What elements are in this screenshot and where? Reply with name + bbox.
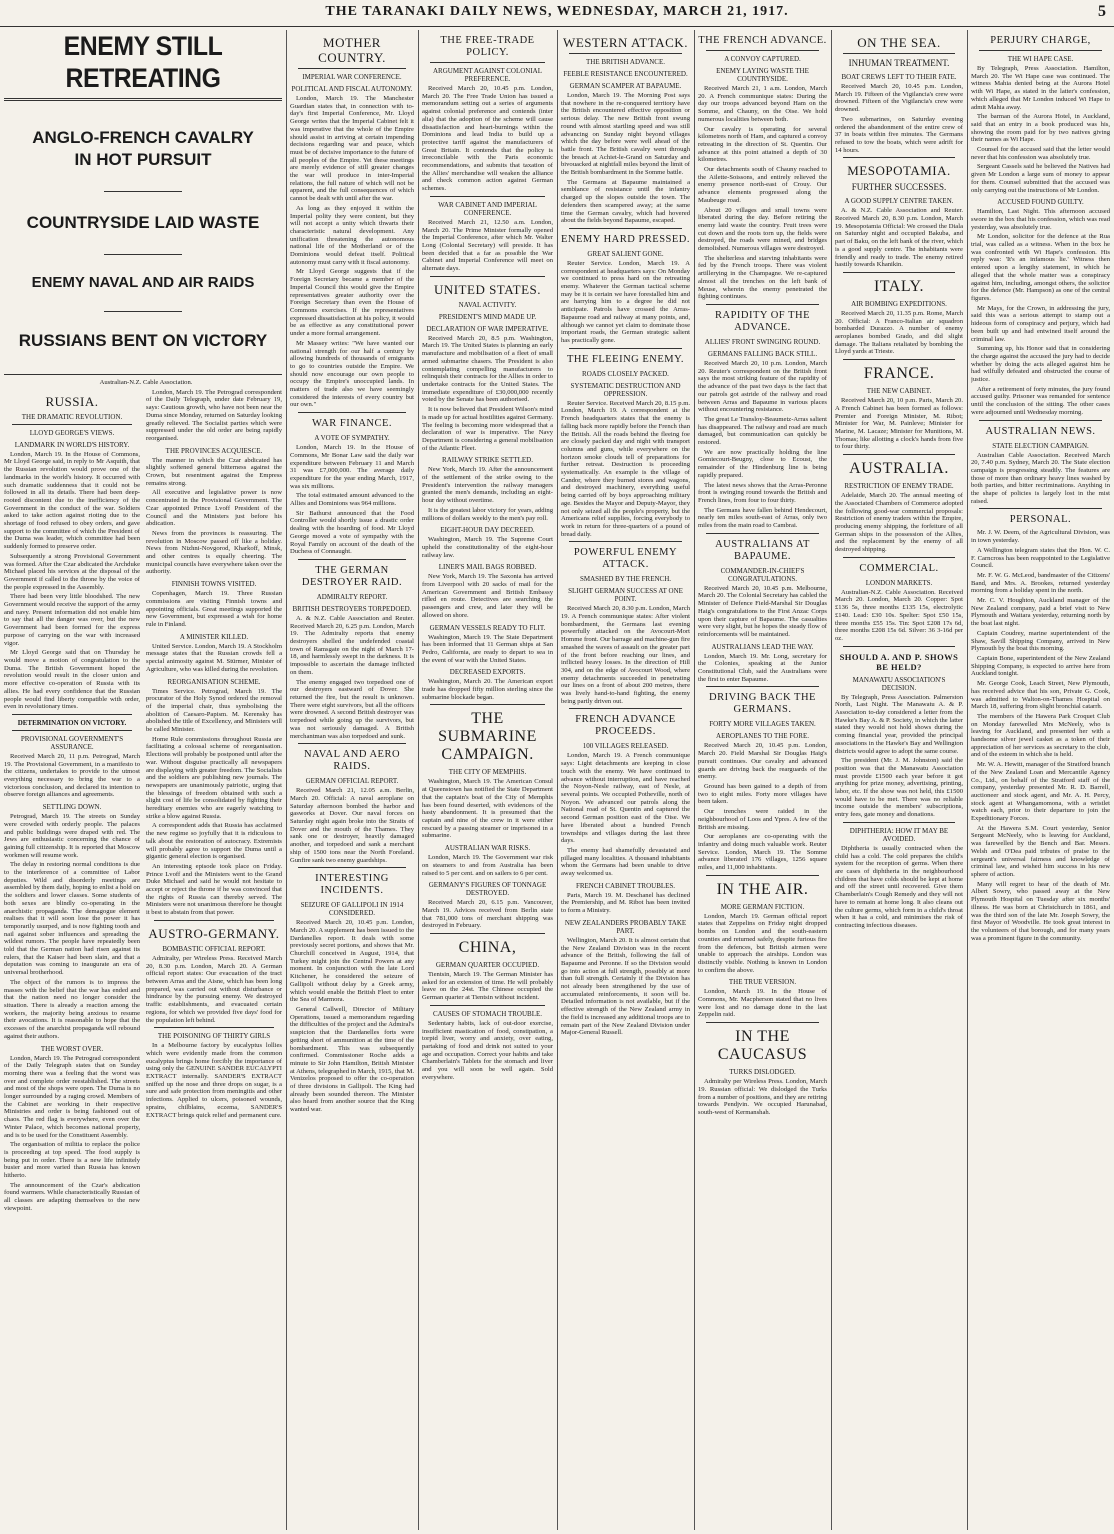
section-heading: THE FREE-TRADE POLICY. [440,35,535,58]
subheading: BOAT CREWS LEFT TO THEIR FATE. [841,73,957,81]
subheading: THE WORST OVER. [40,1044,104,1053]
section-heading: RAPIDITY OF THE ADVANCE. [714,309,810,333]
article-paragraph: Subsequently a strong Provisional Government was formed. After the Czar abdicated the Archduke Michael placed his services at the disposal of the Government if called to the throne by the voice of the people expressed in the Assembly. [4,552,140,591]
column-mother-country [290,30,414,1530]
column-on-the-sea [835,30,963,1530]
article-paragraph: Received March 20, 10.45 p.m. London, March 19. Fifteen of the Vigilancia's crew were drowned. Fifteen of the Vigilancia's crew were drowned. [835,83,963,114]
article-paragraph: Adelaide, March 20. The annual meeting of the Associated Chambers of Commerce adopted the following good-war commercial proposals: Restriction of enemy traders within the Empire, producing enemy shipping, the forfeiture of all German ships in the possession of the Allies, and the replacement by the enemy of all destroyed shipping. [835,492,963,554]
article-paragraph: The manner in which the Czar abdicated has slightly softened general bitterness against the Crown, but resentment against the Empress remains strong. [146,456,282,487]
subheading: SYSTEMATIC DESTRUCTION AND OPPRESSION. [570,381,681,398]
subheading: A GOOD SUPPLY CENTRE TAKEN. [844,197,954,206]
article-paragraph: Paris, March 19. M. Deschanel has declined the Premiership, and M. Ribot has been invited to form a Ministry. [561,891,690,915]
subheading: A CONVOY CAPTURED. [724,55,801,63]
article-paragraph: Times Service. Petrograd, March 19. The procurator of the Holy Synod ordered the removal of the imperial chair, thus symbolising the abolition of Caesaro-Papism. M. Kerensky has abolished the title of Excellency, and Ministers will be called Minister. [146,687,282,734]
subheading: ARGUMENT AGAINST COLONIAL PREFERENCE. [432,67,543,83]
article-paragraph: Washington, March 19. The Supreme Court upheld the constitutionality of the eight-hour railway law. [422,536,553,559]
article-paragraph: The delay in restoring normal conditions is due to the interference of a committee of Labor deputies. Wild and disorderly meetings are assembled by them daily, hoping to enlist a hold on the soldiers and lower classes. Some students of both sexes are blindly co-operating in the anarchistic propaganda. The demagogue element realises that it will soon lose the power it has temporarily usurped, and is now fighting tooth and nail against sober influences and spreading the wildest rumors. The people have repeatedly been told that the German nation had risen against its rulers, that the Kaiser had been slain, and that a deputation was coming to inaugurate an era of universal brotherhood. [4,861,140,977]
article-paragraph: Summing up, his Honor said that in considering the charge against the accused the jury had to decide whether by doing the acts alleged against him he had wilfully defeated and obstructed the course of justice. [971,345,1110,384]
article-paragraph: The shelterless and starving inhabitants were fed by the French troops. There was violent artillerying in the Champagne. We re-captured almost all the trenches on the left bank of Meuse, wherein the enemy penetrated the fighting continues. [698,254,827,301]
article-paragraph: Mr. F. W. G. McLeod, bandmaster of the Citizens' Band, and Mrs. A. Brookes, returned yesterday morning from a holiday spent in the north. [971,571,1110,595]
section-heading: FRANCE. [863,365,935,383]
article-paragraph: Sir Bathurst announced that the Food Controller would shortly issue a drastic order dealing with the hoarding of food. Mr Lloyd George moved a vote of sympathy with the Royal Family on account of the death of the Duchess of Connaught. [290,509,414,556]
subheading: SEIZURE OF GALLIPOLI IN 1914 CONSIDERED. [300,901,404,918]
masthead [0,0,1114,27]
subheading: THE WI HAPE CASE. [1007,55,1074,63]
agency-line: Australian-N.Z. Cable Association. [99,379,193,386]
subheading: GERMAN QUARTER OCCUPIED. [435,961,540,970]
advert-paragraph: Diphtheria is usually contracted when the child has a cold. The cold prepares the child's system for the reception of germs. When there are cases of diphtheria in the neighbourhood children that have colds should be kept at home and off the street until recovered. Give them Chamberlain's Cough Remedy and they will not have to remain at home long. It also cleans out the culture germs, which form in a child's throat when it has a cold, and minimises the risk of contracting infectious diseases. [835,844,963,929]
article-paragraph: Our trenches were raided in the neighbourhood of Loos and Ypres. A few of the British are missing. [698,808,827,831]
subheading: THE TRUE VERSION. [728,978,797,987]
article-paragraph: Received March 21, 12.05 a.m. Berlin, March 20. Official: A naval aeroplane on Saturday afternoon bombed the harbor and gasworks at Dover. Our naval forces on Saturday night again broke into the Straits of Dover and the mouth of the Thames. They sank one or destroyer, heavily damaged another, and torpedoed and sank a merchant ship of 1500 tons near the North Foreland. Gunfire sank two enemy guardships. [290,787,414,864]
subheading: ACCUSED FOUND GUILTY. [997,198,1084,207]
article-paragraph: The total estimated amount advanced to the Allies and Dominions was 964 millions. [290,492,414,508]
column-rule [694,30,695,1530]
section-heading: IN THE CAUCASUS [717,1028,808,1064]
article-paragraph: Ground has been gained to a depth of from two to eight miles. Forty more villages have been taken. [698,783,827,806]
newspaper-title: THE TARANAKI DAILY NEWS, WEDNESDAY, MARCH 21, 1917. [325,4,789,19]
subheading: THE PROVINCES ACQUIESCE. [165,446,263,455]
column-western-attack [561,30,690,1530]
article-paragraph: Admiralty, per Wireless Press. Received March 20, 8.30 p.m. London, March 20. A German official report states: Our evacuation of the tract between Arras and the Aisne, which has been long prepared, was carried out without disturbance or hindrance by the pursuing enemy. We destroyed traffic establishments, and evacuated certain regions, for which we provided five days' food for the population left behind. [146,954,282,1024]
article-paragraph: New York, March 19. After the announcement of the settlement of the strike owing to the President's intervention the railway managers granted the men's demands, including an eight-hour day without overtime. [422,466,553,505]
subheading: TURKS DISLODGED. [729,1068,796,1077]
column-french-advance [698,30,827,1530]
article-paragraph: Received March 20, 10.45 p.m. London, March 20. Field Marshal Sir Douglas Haig's pursuit continues. Our cavalry and advanced guards are driving back the rearguards of the enemy. [698,742,827,781]
subheading: LONDON MARKETS. [865,578,933,587]
subheading: A VOTE OF SYMPATHY. [314,434,390,443]
article-paragraph: Received March 21, 1 a.m. London, March 20. A French communique states: During the day our troops advanced beyond Ham on the Somme, and Chauny, on the Oise. We hold numerous localities between both. [698,85,827,123]
article-paragraph: The object of the rumors is to impress the masses with the belief that the war has ended and that the nation need no longer consider the situation. There is already a reaction among the workers, the majority being anxious to resume their avocations. It is reasonable to hope that the excesses of the anarchist propaganda will rebound against their authors. [4,978,140,1040]
article-paragraph: By Telegraph, Press Association. Hamilton, March 20. The Wi Hape case was continued. The witness Mahia denied being at the Aurora Hotel with Wi Hape, as stated in the latter's confession, which alleged that Mr London induced Wi Hape to admit Mahia away. [971,65,1110,111]
subheading: GERMAN OFFICIAL REPORT. [305,777,399,786]
section-heading: MOTHER COUNTRY. [318,35,386,65]
subheading: THE BRITISH ADVANCE. [585,58,665,66]
article-paragraph: Received March 20, 10.45 p.m. Melbourne, March 20. The Colonial Secretary has cabled the Minister of Defence Field-Marshal Sir Douglas Haig's congratulations to the First Anzac Corps upon their capture of Bapaume. The casualties were very slight, but he hopes the steady flow of reinforcements will be maintained. [698,584,827,638]
column-rule [557,30,558,1530]
subheading: AUSTRALIAN WAR RISKS. [444,844,531,853]
section-heading: THE FRENCH ADVANCE. [698,35,827,46]
subheading: FRENCH CABINET TROUBLES. [575,881,676,890]
section-heading: MESOPOTAMIA. [847,163,951,179]
article-paragraph: Mr. W. A. Hewitt, manager of the Stratford branch of the New Zealand Loan and Mercantile Agency Co., Ltd., on behalf of the Stratford staff of the company, yesterday presented Mr. R. D. Barrell, auctioneer and stock agent, and Mr. A. H. Percy, stock agent at Whangamomona, with a wristlet watch each, prior to their departure to join the Expeditionary Forces. [971,761,1110,823]
article-paragraph: Australian-N.Z. Cable Association. Received March 20. London, March 20. Copper: Spot £136 5s, three months £135 15s, electrolytic £140. Lead: £30 10s. Spelter: Spot £50 15s, three months £55 15s. Tin: Spot £208 17s 6d, three months £208 15s 6d. Silver: 36 3-16d per oz. [835,588,963,642]
article-paragraph: Two submarines, on Saturday evening ordered the abandonment of the entire crew of 37 in boats within five minutes. The Germans refused to tow the boats, which were adrift for 14 hours. [835,115,963,154]
article-paragraph: London, March 19. Mr. Long, secretary for the Colonies, speaking at the Junior Constitutional Club, said the Australians were the first to enter Bapaume. [698,652,827,683]
article-paragraph: Wellington, March 20. It is almost certain that the New Zealand Division was in the recent advance of the British, following the fall of Bapaume and Peronne. If so the Division would go into action at full strength, possibly at more than full strength. Certainly if the Division has not already been strengthened by the use of accumulated reinforcements, it soon will be. Detailed information is not available, but if the effective strength of the New Zealand army in the field is increased any additional troops are to remain part of the New Zealand Division under Major-General Russell. [561,936,690,1037]
section-heading: COMMERCIAL. [859,562,939,574]
article-paragraph: The enemy had shamefully devastated and pillaged many localities. A thousand inhabitants whom the Germans had been unable to drive away welcomed us. [561,846,690,878]
article-paragraph: General Callwell, Director of Military Operations, issued a memorandum regarding the difficulties of the project and the Admiral's suspicion that the Dardanelles forts were getting short of ammunition at the time of the bombardment. This was subsequently confirmed. Commissioner Roche adds a minute to Sir John Hamilton, British Minister at Athens, telegraphed in March, 1915, that M. Venizelos proposed to offer the co-operation of three divisions in Gallipoli. The King had already been sounded thereon. The Minister also heard from another source that the King wanted war. [290,1005,414,1114]
lead-headline: ENEMY STILL RETREATING [63,31,223,93]
article-paragraph: New York, March 19. The Saxonia has arrived from Liverpool with 20 sacks of mail for the American Government and British Embassy rifled en route. Detectives are searching the passengers and crew, and later they will be allowed on shore. [422,573,553,619]
article-paragraph: Our aeroplanes are co-operating with the infantry and doing much valuable work. Reuter Service. London, March 19. The Somme advance liberated 176 villages, 1256 square miles, and 11,000 inhabitants. [698,833,827,872]
subheading: ALLIES' FRONT SWINGING ROUND. [704,337,821,346]
article-paragraph: A correspondent adds that Russia has acclaimed the new regime so joyfully that it is ridiculous to talk about the restoration of autocracy. Extremists will probably agree to support the Duma until a gigantic general election is organised. [146,822,282,861]
column-perjury-charge [971,30,1110,1530]
article-paragraph: Mr. C. V. Houghton, Auckland manager of the New Zealand company, paid a brief visit to New Plymouth and Waitara yesterday, returning north by the boat last night. [971,597,1110,628]
section-heading: THE SUBMARINE CAMPAIGN. [438,710,537,764]
subheading: 100 VILLAGES RELEASED. [582,742,669,751]
subheading: ROADS CLOSELY PACKED. [582,369,669,378]
article-paragraph: A. & N.Z. Cable Association and Reuter. Received March 20, 6.25 p.m. London, March 19. The Admiralty reports that enemy destroyers shelled the undefended coastal town of Ramsgate on the night of March 17-18, and harmlessly swept in the darkness. It is impossible to ascertain the damage inflicted on them. [290,614,414,676]
section-heading: WESTERN ATTACK. [563,35,688,50]
subheading: GERMANS FALLING BACK STILL. [707,349,818,358]
lead-subheadline: RUSSIANS BENT ON VICTORY [18,331,268,350]
subheading: GERMANY'S FIGURES OF TONNAGE DESTROYED. [428,881,547,898]
subheading: COMMANDER-IN-CHIEF'S CONGRATULATIONS. [720,566,805,583]
subheading: THE DRAMATIC REVOLUTION. [21,412,123,421]
article-paragraph: Mr Lloyd George said that on Thursday he would move a motion of congratulation to the Duma. The British Government hoped the revolution would result in the closer union and more effective co-operation of Russia with its allies. He had every confidence that the Russian people would find liberty compatible with order, even in revolutionary times. [4,649,140,711]
column-free-trade [422,30,553,1530]
article-paragraph: Reuter Service. Received March 20, 8.15 p.m. London, March 19. A correspondent at the French headquarters states that the enemy is falling back more rapidly before the French than the British. All the roads behind the fleeing foe are closely packed day and night with transport columns and guns, while everywhere on the horizon smoke clouds tell of preparations for further retreat. Destruction is proceeding systematically. An example is the village of Candor, where they burned stores and wagons, and destroyed machinery, everything useful being carried off by boys approaching military age. Besides the Mayor and Deputy-Mayor, they not only seized all the people's property, but the Americans relief supplies, forcing everybody to work in return for three-quarters of a pound of bread daily. [561,399,690,538]
section-heading: NAVAL AND AERO RAIDS. [303,749,401,773]
article-paragraph: Our cavalry is operating for several kilometres north of Ham, and captured a convoy retreating in the direction of St. Quentin. Our advance at this point attained a depth of 30 kilometres. [698,125,827,164]
article-paragraph: Received March 20, 11 p.m. Petrograd, March 19. The Provisional Government, in a manifesto to the citizens, undertakes to provide to the utmost everything necessary to bring the war to a victorious conclusion, and declared its intention to observe foreign alliances and agreements. [4,752,140,799]
article-paragraph: Mr. George Cook, Leach Street, New Plymouth, has received advice that his son, Private G. Cook, was admitted to Walton-on-Thames Hospital on March 18, suffering from slight bronchial catarrh. [971,680,1110,711]
article-paragraph: The great Le Transloy-Beaumetz-Arras salient has disappeared. The railway and road are much damaged, but communication can quickly be restored. [698,415,827,447]
article-paragraph: Petrograd, March 19. The streets on Sunday were crowded with orderly people. The palaces and public buildings were draped with red. The Jews are enthusiastic concerning the chance of gaining full citizenship. It is reported that Moscow workmen will resume work. [4,813,140,859]
subheading: SLIGHT GERMAN SUCCESS AT ONE POINT. [568,587,683,604]
article-paragraph: News from the provinces is reassuring. The revolution in Moscow passed off like a holiday. News from Nizhni-Novgorod, Kharkoff, Minsk, and other centres is equally cheering. The municipal councils have everywhere taken over the authority. [146,529,282,576]
subheading: MANAWATU ASSOCIATION'S DECISION. [852,675,946,692]
article-paragraph: London, March 19. The Petrograd correspondent of the Daily Telegraph, under date February 19, says: Cautious growth, who have not been near the Duma since Monday, returned on Saturday looking greatly relieved. The Socialist parties which were suppressed under the old order are being rapidly reorganised. [146,388,282,442]
subheading: STATE ELECTION CAMPAIGN. [992,441,1089,450]
article-paragraph: Captain Bone, superintendent of the New Zealand Shipping Company, is expected to arrive here from Auckland tonight. [971,655,1110,678]
column-rule [831,30,832,1530]
subheading: GERMAN SCAMPER AT BAPAUME. [569,82,682,90]
article-paragraph: Captain Coudrey, marine superintendent of the Shaw, Savill Shipping Company, arrived in New Plymouth by the boat this morning. [971,629,1110,653]
section-heading: CHINA, [458,939,517,957]
subheading: PRESIDENT'S MIND MADE UP. [438,312,537,321]
subheading: GERMAN VESSELS READY TO FLIT. [429,623,546,632]
subheading: IMPERIAL WAR CONFERENCE. [302,73,402,81]
subheading: DECLARATION OF WAR IMPERATIVE. [426,324,549,333]
article-paragraph: London, March 19. The Morning Post says that nowhere in the re-conquered territory have the British encountered effective opposition or serious delay. The new British front swung round with almost startling speed and was still advancing on Sunday night beyond villages which the day before were well ahead of the battle front. The British cavalry went through the breach at Achiet-le-Grand on Saturday and bivouacked at nightfall miles beyond the limit of the British bombardment in the Somme battle. [561,92,690,177]
article-paragraph: A. & N.Z. Cable Association and Reuter. Received March 20, 8.30 p.m. London, March 19. Mesopotamia Official: We crossed the Diala on Saturday night and occupied Bakuba, and part of Baku, on the left bank of the river, which is a good supply centre. The inhabitants were friendly and ready to trade. The enemy retired hastily towards Khanikin. [835,207,963,269]
subheading: INHUMAN TREATMENT. [848,58,950,68]
article-paragraph: After a retirement of forty minutes, the jury found accused guilty. Prisoner was remanded for sentence until the conclusion of the sitting. The other cases were adjourned until Wednesday morning. [971,385,1110,416]
subheading: FURTHER SUCCESSES. [851,182,947,193]
article-paragraph: Mr Massey writes: "We have wanted our national strength for our half a century by allowing hundreds of thousands of emigrants to go to countries outside the Empire. We should now encourage our own people to occupy the Empire's unoccupied lands. In matters of trade also we have seemingly considered the interests of every country but our own." [290,339,414,409]
subheading: NAVAL ACTIVITY. [458,300,517,309]
section-heading: UNITED STATES. [433,281,542,297]
column-rule [967,30,968,1530]
section-heading: DRIVING BACK THE GERMANS. [709,692,816,716]
section-heading: ITALY. [873,277,925,295]
article-paragraph: Mr Mays, for the Crown, in addressing the jury, said this was a serious attempt to stamp out a hideous form of conspiracy and perjury, which had been built up and had entwined itself around the criminal law. [971,304,1110,343]
subheading: BRITISH DESTROYERS TORPEDOED. [292,604,412,613]
section-heading: PERJURY CHARGE, [990,35,1091,46]
article-paragraph: By Telegraph, Press Association. Palmerston North, Last Night. The Manawatu A. & P. Association to-day considered a letter from the Hawke's Bay A. & P. Society, in which the latter stated they would not hold shows during the coming financial year, provided the principal associations in the Hawke's Bay and Wellington districts would agree to adopt the same course. [835,693,963,755]
subheading: SMASHED BY THE FRENCH. [579,575,671,584]
section-heading: AUSTRALIA. [849,460,949,478]
article-paragraph: All executive and legislative power is now concentrated in the Provisional Government. The Czar appointed Prince Lvoff President of the Council and the Ministers just before his abdication. [146,489,282,528]
section-heading: IN THE AIR. [716,880,809,898]
article-paragraph: Mr. J. W. Deem, of the Agricultural Division, was in town yesterday. [971,529,1110,545]
subheading: DECREASED EXPORTS. [449,668,526,677]
article-paragraph: Reuter Service. London, March 19. A correspondent at headquarters says: On Monday we continued to press hard on the retreating enemy. Whatever the German tactical scheme may be it is certain we have forestalled him and are harrying him to a degree he did not anticipate. Patrols have crossed the Arras-Bapaume road and railway at many points, and, although we cannot yet claim to dominate those important roads, the German strategic salient has practically gone. [561,259,690,344]
article-paragraph: Counsel for the accused said that the letter would never that his confession was absolutely true. [971,146,1110,161]
article-paragraph: The president (Mr. J. M. Johnston) said the position was that the Manawatu Association must provide £1500 each year before it got anything for prize money, advertising, printing, labor, etc. If the show was not held, this £1500 would have to be met. There was no reliable income outside the members' subscriptions, entry fees, gate money and donations. [835,757,963,819]
section-heading: THE FLEEING ENEMY. [566,353,684,365]
article-paragraph: It is now believed that President Wilson's mind is made up for actual hostilities against Germany. The feeling is becoming more widespread that a declaration of war is imperative. The Navy Department is considering a general mobilisation of the Atlantic Fleet. [422,406,553,452]
article-paragraph: London, March 19. German official report states that Zeppelins on Friday night dropped bombs on London and the south-eastern counties and returned safely, despite furious fire from the defences, but British airmen were unable to approach the airships. London was distinctly visible. Nothing is known in London to confirm the above. [698,912,827,974]
subheading: REORGANISATION SCHEME. [167,677,261,686]
section-heading: ON THE SEA. [857,35,941,50]
article-paragraph: A Wellington telegram states that the Hon. W. C. F. Carncross has been reappointed to the Legislative Council. [971,546,1110,570]
article-paragraph: London, March 19. A French communique says: Light detachments are keeping in close touch with the enemy. We have continued to advance without interruption, and have reached the Noyon-Nesle railway, east of Nesle, at several points. We occupied Potheville, north of Noyon. We advanced our patrols along the National road of St. Quentin and captured the second German position east of the Oise. We have liberated about a hundred French townships and villages during the last three days. [561,752,690,845]
subheading: WAR CABINET AND IMPERIAL CONFERENCE. [438,200,537,217]
section-heading: AUSTRO-GERMANY. [148,925,280,941]
article-paragraph: Our detachments south of Chauny reached to the Ailette-Soissons, and entirely relieved the enemy presence north-east of Crouy. Our advance elements progressed along the Maubeuge road. [698,166,827,204]
section-heading: AUSTRALIAN NEWS. [985,425,1096,437]
subheading: FORTY MORE VILLAGES TAKEN. [709,720,816,729]
subheading: FEEBLE RESISTANCE ENCOUNTERED. [563,70,688,78]
article-paragraph: Mr London, solicitor for the defence at the Rua trial, was called as a witness. When in the box he was confronted with Wi Hape's confession. His reply was: 'It's an infamous lie.' Witness then entered upon a lengthy statement, in which he alleged that the whole matter was a conspiracy against him, including, amongst others, the solicitor for the defence (Mr. Hampson) as one of the central figures. [971,233,1110,302]
article-paragraph: Tientsin, March 19. The German Minister has asked for an extension of time. He will probably leave on the 24st. The Chinese occupied the German quarter at Tientsin without incident. [422,971,553,1002]
article-paragraph: Hamilton, Last Night. This afternoon accused swore in the box that his confession, which was read yesterday, was absolutely true. [971,208,1110,231]
article-paragraph: Received March 20, 8.5 p.m. Washington, March 19. The United States is planning an early manufacture and mobilisation of a fleet of small armed submarine chasers. The President is also contemplating compelling manufacturers to relinquish their contracts for the Allies in order to undertake contracts for the United States. The immediate expenditure of £30,000,000 recently voted by the Senate has been authorised. [422,334,553,404]
subheading: AIR BOMBING EXPEDITIONS. [851,299,947,308]
section-heading: PERSONAL. [1009,514,1072,526]
subheading: LINER'S MAIL BAGS ROBBED. [438,563,537,572]
article-paragraph: Home Rule commissions throughout Russia are facilitating a colossal scheme of reorganisation. Elections will probably be postponed until after the war. Without disguise practically all newspapers are displaying with greater freedom. The Socialists and the soldiers are publishing new journals. The newspapers are unanimously patriotic, urging that the blessings of freedom obtained with such a slight cost of life be consolidated by fighting their hereditary enemies who are eagerly watching to strike a blow against Russia. [146,735,282,820]
article-paragraph: Received March 20, 10 p.m. London, March 20. Reuter's correspondent on the British front says the most striking feature of the rapidity of the advance of the past two days is the fact that our patrols got astride of the railway and road between Arras and Bapaume in various places without encountering resistance. [698,359,827,414]
subheading: AUSTRALIANS LEAD THE WAY. [711,642,814,651]
article-paragraph: An interesting episode took place on Friday. Prince Lvoff and the Ministers went to the Grand Duke Michael and said he would not hesitate to accept or reject the throne if he was convinced that the rights of Russia can thereby served. The Ministers were not unanimous therefore he thought it best to abstain from that power. [146,862,282,917]
article-paragraph: The announcement of the Czar's abdication found warmers. While characteristically Russian of all classes are adapting themselves to the new viewpoint. [4,1181,140,1212]
section-heading: ENEMY HARD PRESSED. [561,233,690,245]
subheading: DETERMINATION ON VICTORY. [17,718,127,727]
article-paragraph: London, March 19. In the House of Commons, Mr Lloyd George said, in reply to Mr Asquith, that the Russian revolution would prove one of the landmarks in the world's history. It occurred with such dramatic suddenness that it could not be followed in all its details. There had been deep-rooted discontent due to the inefficiency of the Government in the conduct of the war. Soldiers asked to take action against rioting due to the shortage of food refused to obey orders, and gave support to the committee of which the President of the Duma was leader, which committee had been suddenly formed to preserve order. [4,450,140,551]
advert-paragraph: In a Melbourne factory by eucalyptus lollies which were evidently made from the common eucalyptus brings home forcibly the importance of using only the GENUINE SANDER EUCALYPTI EXTRACT internally. SANDER'S EXTRACT sniffed up the nose and three drops on sugar, is a sure and safe protection from meningitis and other infections. Applied to ulcers, poisoned wounds, sprains, chilblains, eczema, SANDER'S EXTRACT brings quick relief and permanent cure. [146,1042,282,1119]
article-paragraph: The enemy engaged two torpedoed one of our destroyers eastward of Dover. She returned the fire, but the result is unknown. There were eight survivors, but all the officers were drowned. A second British destroyer was torpedoed while going up the survivors, but was not seriously damaged. A British merchantman was also torpedoed and sunk. [290,678,414,740]
subheading: RAILWAY STRIKE SETTLED. [442,456,533,465]
advert-heading: CAUSES OF STOMACH TROUBLE. [432,1009,543,1018]
article-paragraph: Copenhagen, March 19. Three Russian commissions are visiting Finnish towns and appointing officials. Great meetings supported the new Government, but expressed a wish for home rule in Finland. [146,590,282,628]
section-heading: INTERESTING INCIDENTS. [315,873,389,897]
article-paragraph: The members of the Hawera Park Croquet Club on Monday farewelled Mrs McNeely, who is leaving for Auckland, and presented her with a handsome silver jewel casket as a token of their appreciation of her services as secretary to the club, and of the esteem in which she is held. [971,712,1110,759]
article-paragraph: We are now practically holding the line Gomiecourt-Beugny, close to Ecoust, the remainder of the Hindenburg line is being rapidly prepared. [698,448,827,479]
subheading: RESTRICTION OF ENEMY TRADE. [844,482,954,491]
subheading: FINNISH TOWNS VISITED. [171,580,257,589]
subheading: PROVISIONAL GOVERNMENT'S ASSURANCE. [20,734,124,751]
subheading: ENEMY LAYING WASTE THE COUNTRYSIDE. [716,67,809,83]
article-paragraph: The barman of the Aurora Hotel, in Auckland, said that an entry in a book produced was his, showing the room paid for by two natives giving their names as Wi Hape. [971,113,1110,144]
subheading: A MINISTER KILLED. [179,632,249,641]
page-number: 5 [1098,3,1106,20]
section-heading: RUSSIA. [45,393,99,409]
article-paragraph: The Germans at Bapaume maintained a semblance of resistance until the infantry charged up the slopes outside the town. The defenders then scampered away; at the same time the German cavalry, which had hovered about the fields beyond Bapaume, escaped. [561,178,690,225]
article-paragraph: About 20 villages and small towns were liberated during the day. Before retiring the enemy laid waste the country. Fruit trees were cut down and the roots torn up, the fields were destroyed, the roads were mined, and bridges demolished. Numerous villages were destroyed. [698,206,827,253]
section-heading: FRENCH ADVANCE PROCEEDS. [575,714,676,738]
article-paragraph: Received March 20, 8.30 p.m. London, March 19. A French communique states: After violent bombardment, the Germans last evening powerfully attacked on the Avocourt-Mort Homme front. Our barrage and machine-gun fire smashed the waves of assault on the greater part of the front before reaching our lines, and inflicted heavy losses. In the direction of Hill 304, and on the edge of Avocourt Wood, where enemy detachments succeeded in penetrating our lines on a front of about 200 metres, there was lively hand-to-hand fighting, the enemy being partly driven out. [561,605,690,705]
article-paragraph: Received March 20, 10.45 p.m. London, March 20. The Free Trade Union has issued a memorandum setting out a series of arguments against colonial preference and contends (inter alia) that the adoption of the scheme will cause dissatisfaction and heart-burnings within the Dominions and lead India to build up a protective tariff against the manufacturers of Great Britain. It contends that the policy is irreconcilable with the Paris economic recommendations, and submits that taxation of the Allies' merchandise will weaken the alliance and check common action against German schemes. [422,85,553,193]
article-paragraph: London, March 19. The Petrograd correspondent of the Daily Telegraph states that on Sunday morning there was a feeling that the worst was over and complete order reestablished. The streets and most of the shops were open. The Duma is no longer surrounded by a raging crowd. Members of the Cabinet are working in their respective Ministries and order is being fashioned out of chaos. The red flag is everywhere, even over the Winter Palace, which becomes national property, and is to be used for the Constituent Assembly. [4,1054,140,1139]
section-heading: THE GERMAN DESTROYER RAID. [301,564,403,588]
section-heading: AUSTRALIANS AT BAPAUME. [715,538,810,562]
article-paragraph: Received March 20, 11.35 p.m. Rome, March 20. Official: A Franco-Italian air squadron bombarded Durazzo. A number of enemy aeroplanes bombed Grado, and did slight damage. The Italians retaliated by bombing the Lloyd yards at Trieste. [835,309,963,356]
article-paragraph: Australian Cable Association. Received March 20, 7.40 p.m. Sydney, March 20. The State election campaign is progressing steadily. The features are those of more than ordinary heavy lines washed by both parties, and bitter recriminations. Anything in the shape of policies is largely lost in the mist raised. [971,451,1110,505]
subheading: BOMBASTIC OFFICIAL REPORT. [162,944,266,953]
article-paragraph: The organisation of militia to replace the police is proceeding at top speed. The food supply is being put in order. There is a new life infinitely busier and more varied than Russia has known hitherto. [4,1141,140,1180]
advert-paragraph: Sedentary habits, lack of out-door exercise, insufficient mastication of food, constipation, a torpid liver, worry and anxiety, over eating, partaking of food and drink not suited to your age and occupation. Correct your habits and take Chamberlain's Tablets for the stomach and liver and you will soon be well again. Sold everywhere. [422,1019,553,1081]
advert-heading: DIPHTHERIA: HOW IT MAY BE AVOIDED. [849,826,949,843]
article-paragraph: London, March 19. The Manchester Guardian states that, in connection with to-day's first Imperial Conference, Mr. Lloyd George writes that the Imperial Cabinet felt it was imperative that the whole of the Empire should assist in arriving at certain impending decisions regarding war and peace, which must be of decisive importance to the future of all peoples of the Empire. Yet these meetings are merely evidence of still greater changes the war will produce in inter-Imperial relations, the full nature of which will not be apparent, and the full consequences of which cannot be dealt with until after the war. [290,95,414,203]
column-rule [286,30,287,1530]
article-paragraph: The Germans have fallen behind Hendecourt, nearly ten miles south-east of Arras, only two miles from the main road to Cambrai. [698,506,827,530]
article-paragraph: At the Hawera S.M. Court yesterday, Senior Sergeant McNeely, who is leaving for Auckland, was farewelled by the Bench and Bar. Messrs. Welsh and O'Dea paid tributes of praise to the sergeant's universal fairness and knowledge of criminal law, and wished him success in his new sphere of action. [971,824,1110,878]
subheading: MORE GERMAN FICTION. [720,902,805,911]
article-paragraph: Received March 21, 12.50 a.m. London, March 20. The Prime Minister formally opened the Imperial Conference, after which Mr. Walter Long (Colonial Secretary) will preside. It has been decided that a far as possible the War Cabinet and Imperial Conference will meet on alternate days. [422,218,553,273]
subheading: AEROPLANES TO THE FORE. [716,732,809,741]
lead-subheadline: ANGLO-FRENCH CAVALRY IN HOT PURSUIT [32,128,254,169]
section-heading: POWERFUL ENEMY ATTACK. [573,547,678,571]
article-paragraph: Washington, March 19. The American Consul at Queenstown has notified the State Department that the captain's boat of the City of Memphis has been found deserted, with evidences of the hasty abandonment. It is presumed that the captain and nine of the crew in it were either rescued by a passing steamer or imprisoned in a submarine. [422,778,553,840]
article-paragraph: Washington, March 20. The American export trade has dropped fifty million sterling since the submarine blockade began. [422,678,553,701]
section-heading: WAR FINANCE. [311,418,393,430]
advert-heading: THE POISONING OF THIRTY GIRLS [157,1032,271,1041]
subheading: NEW ZEALANDERS PROBABLY TAKE PART. [564,918,687,935]
article-paragraph: Admiralty per Wireless Press. London, March 19. Russian official: We dislodged the Turks from a number of positions, and they are retiring towards Pendjvin. We occupied Harunabad, south-west of Kermanshah. [698,1078,827,1116]
article-paragraph: Received March 20, 6.15 p.m. Vancouver, March 19. Advices received from Berlin state that 781,000 tons of merchant shipping was destroyed in February. [422,899,553,930]
article-paragraph: London, March 19. In the House of Commons, Mr. Macpherson stated that no lives were lost and no damage done in the last Zeppelin raid. [698,988,827,1019]
lead-column [4,30,282,1530]
subheading: LANDMARK IN WORLD'S HISTORY. [14,440,130,449]
subheading: POLITICAL AND FISCAL AUTONOMY. [291,85,413,93]
article-paragraph: Washington, March 19. The State Department has been informed that 11 German ships at San Pedro, California, are ready to depart to sea in the event of war with the United States. [422,633,553,664]
column-rule [418,30,419,1530]
subheading: SETTLING DOWN. [42,803,102,812]
article-paragraph: Received March 20, 10.45 p.m. London, March 20. A supplement has been issued to the Dardanelles report. It deals with some previously secret portions, and shows that Mr. Churchill conceived in August, 1914, that Turkey might join the Central Powers at any moment. In conjunction with the late Lord Kitchener, he considered the seizure of Gallipoli without delay by a Greek army, which would enable the British Fleet to enter the Sea of Marmora. [290,919,414,1004]
subheading: THE NEW CABINET. [866,387,932,396]
article-paragraph: Sergeant Cassels said he believed the Natives had given Mr London a large sum of money to appear for them. Counsel submitted that the accused was only carrying out the instructions of Mr London. [971,163,1110,194]
article-paragraph: London, March 19. The Government war risk on steamers to and from Australia has been raised to 5 per cent. and on sailers to 6 per cent. [422,854,553,877]
article-paragraph: Many will regret to hear of the death of Mr. Albert Sowry, who passed away at the New Plymouth Hospital on Tuesday after six months' illness. He was born at Christchurch in 1861, and was the third son of the late Mr. Joseph Sowry, the first Mayor of Woodville. He took great interest in the volunteers of that borough, and for many years was a prominent figure in the community. [971,880,1110,942]
article-paragraph: The latest news shows that the Arras-Peronne front is swinging round towards the British and French lines, from four to four thirty. [698,481,827,504]
subheading: GREAT SALIENT GONE. [587,249,664,258]
subheading: EIGHT-HOUR DAY DECREED. [440,526,535,535]
article-paragraph: There had been very little bloodshed. The new Government would receive the support of the army and navy. Present information did not enable him to say that all the danger was over, but the new Government had been formed for the express purpose of carrying on the war with increased vigor. [4,593,140,647]
lead-subheadline: COUNTRYSIDE LAID WASTE [26,213,260,232]
subheading: THE CITY OF MEMPHIS. [448,768,527,777]
section-heading: SHOULD A. AND P. SHOWS BE HELD? [839,651,959,672]
lead-subheadline: ENEMY NAVAL AND AIR RAIDS [31,274,255,291]
subheading: ADMIRALTY REPORT. [316,592,388,601]
article-paragraph: Received March 20, 10 p.m. Paris, March 20. A French Cabinet has been formed as follows: Premier and Foreign Minister, M. Ribot; Minister for War, M. Painleve; Minister for Marine, M. Lacaze; Minister for Munitions, M. Thomas; like allotting a clock's hands from five to four thirty. [835,397,963,451]
article-paragraph: London, March 19. In the House of Commons, Mr Bonar Law said the daily war expenditure between February 11 and March 31 was £7,000,000. The average daily expenditure for the year ending March, 1917, was six millions. [290,444,414,490]
article-paragraph: Mr Lloyd George suggests that if the Foreign Secretary became a member of the Imperial Council this would give the Empire representatives greater authority over the Foreign Secretary than even the House of Commons exercises. If the representatives expressed dissatisfaction at his policy, it would be as effective as any constitutional power under a more formal arrangement. [290,268,414,338]
article-paragraph: As long as they enjoyed it within the Imperial polity they were content, but they will not accept a unity which thwarts their characteristic natural development. Any unification threatening the autonomous national life of the Motherland or of the Dominions would defeat itself. Political autonomy must carry with it fiscal autonomy. [290,204,414,266]
article-paragraph: United Service. London, March 19. A Stockholm message states that the Russian crowds fell a special animosity against M. Stürmer, Minister of Agriculture, who was killed during the revolution. [146,642,282,673]
subheading: LLOYD GEORGE'S VIEWS. [29,428,115,437]
article-paragraph: It is the greatest labor victory for years, adding millions of dollars weekly to the men's pay roll. [422,506,553,522]
